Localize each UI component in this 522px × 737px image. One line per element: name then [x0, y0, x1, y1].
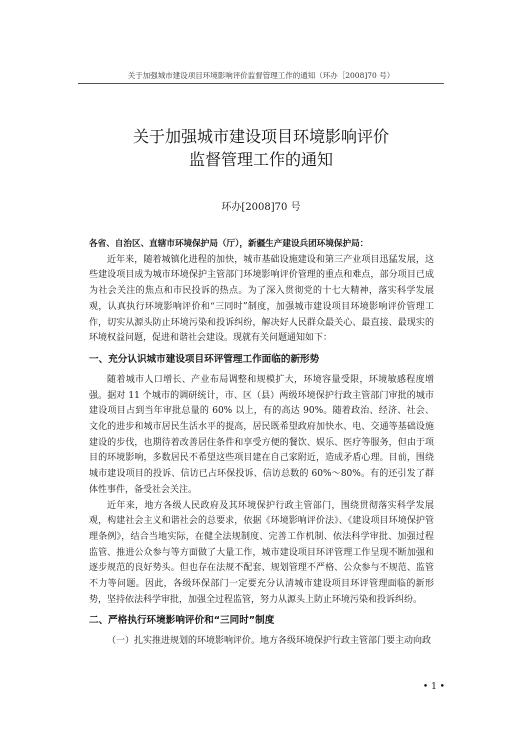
addressee: 各省、自治区、直辖市环境保护局（厅），新疆生产建设兵团环境保护局：: [89, 239, 369, 249]
section-heading-2: 二、严格执行环境影响评价和“三同时”制度: [89, 615, 275, 627]
page-number: • 1 •: [422, 682, 445, 692]
intro-paragraph: 近年来，随着城镇化进程的加快，城市基础设施建设和第三产业项目迅猛发展，这些建设项目成为城市环境保护主管部门环境影响评价管理的重点和难点，部分项目已成为社会关注的焦点和市民投诉的热点。为了深入贯彻党的十七大精神，落实科学发展观，认真执行环境影响评价和“三同时”制度，加强城市建设项目环境影响评价管理工作，切实从源头防止环境污染和投诉纠纷，解决好人民群众最关心、最直接、最现实的环境权益问题，促进和谐社会建设。现就有关问题通知如下：: [89, 254, 434, 344]
document-title-line-2: 监督管理工作的通知: [188, 150, 333, 169]
body-paragraph: 近年来，地方各级人民政府及其环境保护行政主管部门，围绕贯彻落实科学发展观，构建社会主义和谐社会的总要求，依据《环境影响评价法》、《建设项目环境保护管理条例》，结合当地实际，在健全法规制度、完善工作机制、依法科学审批、加强过程监管、推进公众参与等方面做了大量工作，城市建设项目环评管理工作呈现不断加强和逐步规范的良好势头。但也存在法规不配套、规划管理不严格、公众参与不规范、监管不力等问题。因此，各级环保部门一定要充分认清城市建设项目环评管理面临的新形势，坚持依法科学审批，加强全过程监管，努力从源头上防止环境污染和投诉纠纷。: [89, 500, 434, 605]
header-divider: [78, 83, 444, 84]
body-paragraph: （一）扎实推进规划的环境影响评价。地方各级环境保护行政主管部门要主动向政: [107, 636, 432, 647]
section-heading-1: 一、充分认识城市建设项目环评管理工作面临的新形势: [89, 353, 320, 365]
document-body: [89, 237, 434, 650]
running-header: 关于加强城市建设项目环境影响评价监督管理工作的通知（环办［2008]70 号）: [127, 71, 395, 80]
body-paragraph: 随着城市人口增长、产业布局调整和规模扩大，环境容量受限，环境敏感程度增强。据对 11 个城市的调研统计，市、区（县）两级环境保护行政主管部门审批的城市建设项目占到当年审批总量的 60% 以上，有的高达 90%。随着政治、经济、社会、文化的进步和城市居民生活水平的提高，居民既希望政府加快水、电、交通等基础设施建设的步伐，也期待着改善居住条件和享受方便的餐饮、娱乐、医疗等服务，但由于项目的环境影响，多数居民不希望这些项目建在自己家附近，造成矛盾心理。目前，围绕城市建设项目的投诉、信访已占环保投诉、信访总数的 60%～80%。有的还引发了群体性事件，备受社会关注。: [89, 374, 434, 495]
document-number: 环办[2008]70 号: [221, 202, 301, 213]
document-title-line-1: 关于加强城市建设项目环境影响评价: [132, 127, 389, 146]
